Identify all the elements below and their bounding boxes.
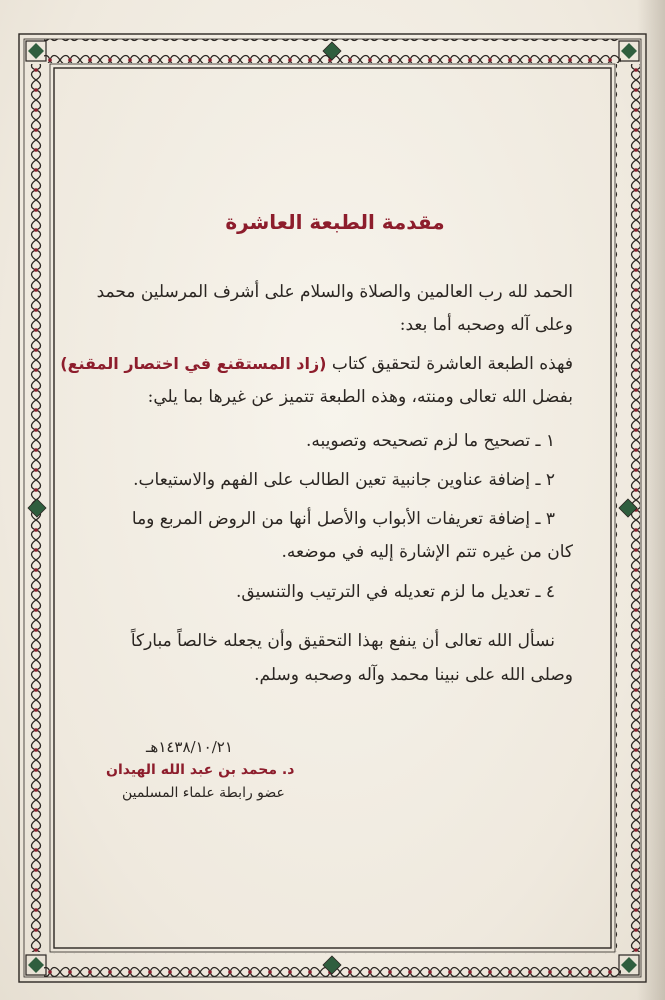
list-item-3-line-1: ٣ ـ إضافة تعريفات الأبواب والأصل أنها من الروض المربع وما <box>131 509 555 529</box>
edition-line-2: بفضل الله تعالى ومنته، وهذه الطبعة تتميز عن غيرها بما يلي: <box>147 387 573 407</box>
edition-line-1 <box>60 354 573 374</box>
signature-date: ١٤٣٨/١٠/٢١هـ <box>146 738 233 756</box>
page-edge-shadow <box>637 0 665 1000</box>
book-title: (زاد المستقنع في اختصار المقنع) <box>60 354 327 373</box>
closing-line-2: وصلى الله على نبينا محمد وآله وصحبه وسلم. <box>254 665 573 685</box>
signature-name: د. محمد بن عبد الله الهيدان <box>106 762 295 778</box>
list-item-1: ١ ـ تصحيح ما لزم تصحيحه وتصويبه. <box>306 431 555 451</box>
list-item-2: ٢ ـ إضافة عناوين جانبية تعين الطالب على الفهم والاستيعاب. <box>133 470 555 490</box>
closing-line-1: نسأل الله تعالى أن ينفع بهذا التحقيق وأن يجعله خالصاً مباركاً <box>130 631 555 651</box>
signature-role: عضو رابطة علماء المسلمين <box>122 785 285 801</box>
list-item-4: ٤ ـ تعديل ما لزم تعديله في الترتيب والتنسيق. <box>235 582 555 602</box>
intro-line-1: الحمد لله رب العالمين والصلاة والسلام على أشرف المرسلين محمد <box>96 282 573 302</box>
list-item-3-line-2: كان من غيره تتم الإشارة إليه في موضعه. <box>281 542 573 562</box>
intro-line-2: وعلى آله وصحبه أما بعد: <box>399 315 573 335</box>
edition-line-1-text: فهذه الطبعة العاشرة لتحقيق كتاب <box>331 354 573 374</box>
page-title: مقدمة الطبعة العاشرة <box>225 210 445 234</box>
